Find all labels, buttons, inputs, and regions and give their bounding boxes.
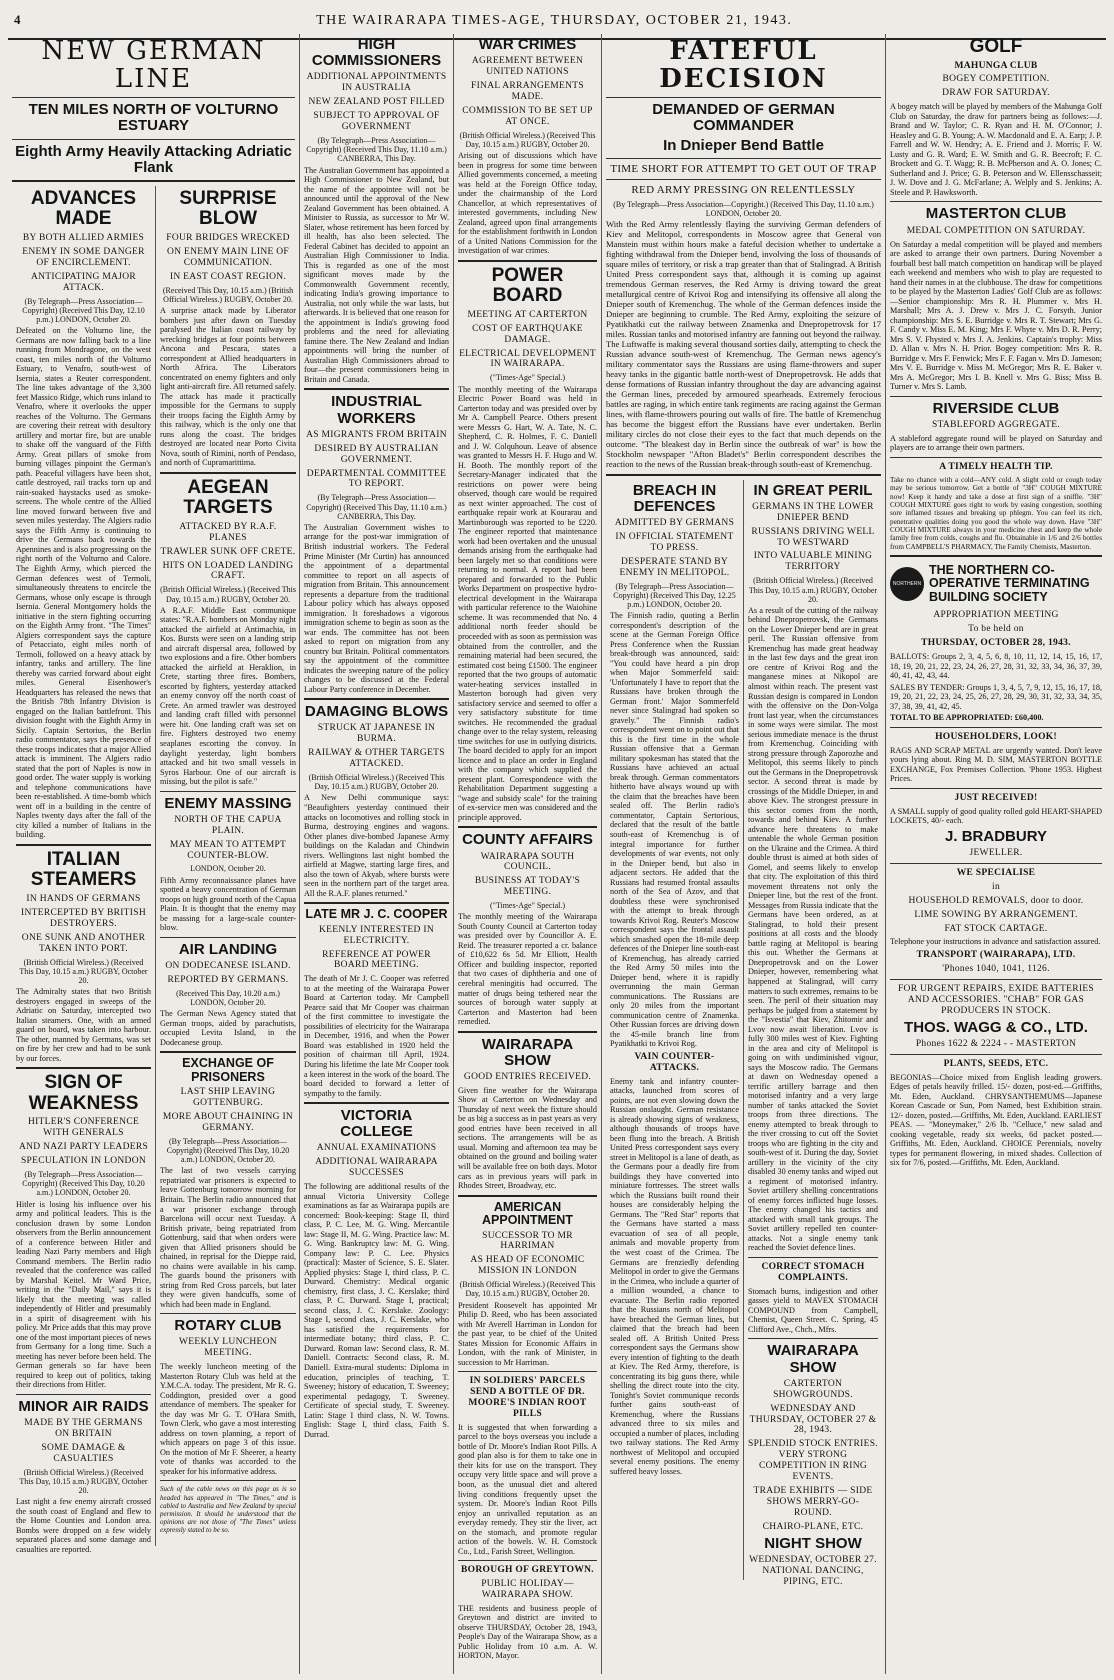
article-body: Defeated on the Volturno line, the Germans are now falling back to a line running from Mondragone, on the west coast, ten miles north of the Volturno Estuary, to Venafro, south-west of Isernia, states a Reuter correspondent. The line takes advantage of the 3,300 feet Massico Ridge, which runs inland to Venafro, where it overlooks the upper reaches of the Volturno. The Germans are covering their retreat with desultory artillery and mortar fire, but are unable to shake off the vanguard of the Fifth Army. Great pillars of smoke from burning villages pinpoint the German's path. Peaceful villagers have been shot, cattle destroyed, rail tracks torn up and rain-soaked haystacks used as smoke-screens. The whole centre of the Allied line moved forward between five and seven miles yesterday. The Algiers radio says the Fifth Army is continuing to drive the Germans back towards the Apennines and is also progressing on the right north of the Volturno and Calore. The Eighth Army, which pierced the German defences west of Termoli, simultaneously threatens to encircle the Germans, whose only escape is through Isernia. General Montgomery holds the initiative in the stern fighting occurring on the Eighth Army front. "The Times" Algiers correspondent says the capture of Petacciato, eight miles north of Termoli, followed on a heavy attack by infantry, tanks and artillery. The line thereby was carried forward about eight miles. General Eisenhower's Headquarters has released the news that the British 78th Infantry Division is engaged on the Italian battlefront. This division fought with the Eighth Army in Sicily. Captain Sertorius, the Berlin radio commentator, says the presence of these troops indicates that a major Allied attack is imminent. The Algiers radio stated that the port of Naples is now in good order. The water supply is working and telephone communications have been re-established. A time-bomb which went off in a building in the centre of Naples twenty days after the fall of the city killed a number of Italians in the building. (16, 326, 151, 840)
article-body: The death of Mr J. C. Cooper was referred to at the meeting of the Wairarapa Power Board at Carterton today. Mr Campbell Pearce said that Mr Cooper was chairman of the first committee to investigate the possibilities of electricity for the Wairarapa in December, 1916, and when the Power Board was established in 1920 held the position of chairman till April, 1924. During his lifetime the late Mr Cooper took a keen interest in the work of the board. The board decided to forward a letter of sympathy to the family. (304, 974, 449, 1098)
times-note: Such of the cable news on this page as is so headed has appeared in "The Times," and is cabled to Australia and New Zealand by special permission. It should be understood that the opinions are not those of "The Times" unless expressly stated to be so. (160, 1485, 296, 1534)
subhead: MEDAL COMPETITION ON SATURDAY. (906, 225, 1086, 236)
subhead: SPECULATION IN LONDON (20, 1156, 147, 1167)
dateline: (British Official Wireless.) (Received This Day, 10.15 a.m.) RUGBY, October 20. (308, 773, 445, 792)
headline-masterton-club: MASTERTON CLUB (925, 205, 1067, 223)
column-4 (602, 34, 886, 1674)
ad-stomach: CORRECT STOMACH COMPLAINTS. (761, 1261, 865, 1283)
northern-logo-text: NORTHERN (892, 581, 922, 588)
ad-urgent-repairs: FOR URGENT REPAIRS, EXIDE BATTERIES AND ACCESSORIES. "CHAB" FOR GAS PRODUCERS IN STOCK. (897, 983, 1095, 1016)
divider (748, 1257, 878, 1258)
subhead: FINAL ARRANGEMENTS MADE. (471, 81, 584, 102)
article-body: The Australian Government wishes to arrange for the post-war immigration of British industrial workers. The Federal Prime Minister (Mr Curtin) has announced the appointment of a departmental committee to report on all aspects of migration from Britain. This announcement represents a departure from the traditional Labour policy which has always opposed immigration. It foreshadows a vigorous immigration scheme to begin as soon as the war ends. The committee has not been asked to report on migration from any country but Britain. Political commentators say the appointment of the committee indicates the sweeping nature of the policy changes to be discussed at the Federal Labour Party conference in December. (304, 522, 449, 694)
divider (304, 698, 449, 700)
divider (458, 260, 597, 262)
subhead: MEETING AT CARTERTON (467, 309, 588, 320)
headline-industrial-workers: INDUSTRIAL WORKERS (331, 393, 422, 427)
headline-riverside-club: RIVERSIDE CLUB (932, 399, 1060, 417)
article-body: Hitler is losing his influence over his army and political leaders. This is the conclusion drawn by some London observers from the Berlin announcement of a conference between Hitler and leading Nazi Party members and High Command members. The Berlin radio revealed that the conference was called by Marshal Keitel. Mr Ward Price, writing in the "Daily Mail," says it is likely that the meeting was called independently of Hitler and presumably in a spirit of disagreement with his policy. Mr Price adds that this may prove one of the most important pieces of news from Germany for a long time. Such a meeting has never before been held. The German generals so far have been required to keep out of politics, taking their directions from Hitler. (16, 1199, 151, 1390)
ad-body: Telephone your instructions in advance and satisfaction assured. (890, 937, 1101, 947)
divider (748, 1338, 878, 1339)
subhead: BUSINESS AT TODAY'S MEETING. (474, 876, 581, 898)
subhead: NORTH OF THE CAPUA PLAIN. (174, 814, 282, 836)
subhead: SOME DAMAGE & CASUALTIES (41, 1442, 126, 1464)
column-3 (454, 34, 602, 1674)
subhead: HITLER'S CONFERENCE WITH GENERALS (27, 1117, 140, 1139)
subhead: ADMITTED BY GERMANS (614, 517, 735, 528)
ad-night-show: NIGHT SHOW (764, 1534, 862, 1552)
subhead: WEDNESDAY AND THURSDAY, OCTOBER 27 & 28, 1943. (749, 1403, 877, 1436)
ad-body: BALLOTS: Groups 2, 3, 4, 5, 6, 8, 10, 11, 12, 14, 15, 16, 17, 18, 19, 20, 21, 22, 23, 24, 26, 27, 28, 31, 32, 33, 34, 36, 37, 39, 40, 41, 42, 43, 44. (890, 652, 1102, 681)
article-body: Fifth Army reconnaissance planes have spotted a heavy concentration of German troops on high ground north of the Capua Plain. It is thought that the enemy may be massing for a large-scale counter-blow. (160, 875, 296, 933)
headline-fateful-decision: FATEFUL DECISION (659, 36, 828, 95)
headline-power-board: POWER BOARD (491, 264, 564, 307)
col1-right (156, 186, 300, 1546)
divider (890, 396, 1102, 397)
headline-aegean-targets: AEGEAN TARGETS (183, 476, 273, 519)
article-body: The German News Agency stated that German troops, aided by parachutists, occupied Levita Island, in the Dodecanese group. (160, 1009, 296, 1047)
divider (890, 727, 1102, 728)
subhead: CHAIRO-PLANE, ETC. (762, 1521, 864, 1532)
article-body: A New Delhi communique says: "Beaufighters yesterday continued their attacks on locomotives and rolling stock in Burma, destroying engines and wagons. Other planes dive-bombed Japanese Army buildings on the Kaladan and Chindwin rivers. Wellingtons last night bombed the airfield at Magwe, starting large fires, and also the town of Akyab, where bursts were seen in the northern part of the target area. All the R.A.F. planes returned." (304, 793, 449, 898)
subhead: JEWELLER. (969, 847, 1023, 858)
headline-damaging-blows: DAMAGING BLOWS (304, 703, 449, 721)
divider (160, 1051, 296, 1053)
ad-body: RAGS AND SCRAP METAL are urgently wanted. Don't leave yours lying about. Ring M. D. SIM, MASTERTON BOTTLE EXCHANGE, Fox Premises Collection. 'Phone 1953. Highest Prices. (890, 745, 1102, 784)
subhead: RED ARMY PRESSING ON RELENTLESSLY (631, 184, 856, 197)
subhead: FOUR BRIDGES WRECKED (166, 232, 290, 243)
northern-logo (890, 567, 924, 601)
subhead: COMMISSION TO BE SET UP AT ONCE. (462, 105, 593, 127)
headline-enemy-massing: ENEMY MASSING (164, 794, 292, 812)
ad-health-tip: A TIMELY HEALTH TIP. (939, 461, 1053, 472)
subhead: ANTICIPATING MAJOR ATTACK. (30, 271, 137, 293)
subhead: DESIRED BY AUSTRALIAN GOVERNMENT. (314, 443, 439, 465)
ad-body: SALES BY TENDER: Groups 1, 3, 4, 5, 7, 9, 12, 15, 16, 17, 18, 19, 20, 21, 22, 23, 24, 25, 26, 27, 28, 29, 30, 31, 32, 33, 34, 35, 37, 38, 39, 41, 42, 45. (890, 682, 1102, 711)
subhead: TRAWLER SUNK OFF CRETE. (160, 546, 296, 557)
divider (458, 1371, 597, 1372)
ad-wairarapa-show: WAIRARAPA SHOW (767, 1342, 859, 1376)
article-body: A surprise attack made by Liberator bombers just after dawn on Tuesday paralysed the Italian coast railway by wrecking bridges at four points between Ancona and Pescara, states a correspondent at Allied headquarters in North Africa. The Liberators concentrated on enemy fighters and only light anti-aircraft fire. All returned safely. The attack has made it practically impossible for the Germans to supply their troops facing the Eighth Army by this railway, which is the only one that runs along the coast. The bridges destroyed are located near Porto Civita Nova, south of Rimini, north of Pendaso, and north of Cupramarittima. (160, 306, 296, 468)
article-body: The Australian Government has appointed a High Commissioner to New Zealand, but the name of the appointee will not be announced until the approval of the New Zealand Government has been obtained. A Minister to Russia, as successor to Mr W. Slater, whose retirement has been forced by ill health, has also been selected. The Federal Cabinet has decided to appoint an Australian High Commissioner to India. This is regarded as one of the most significant moves made by the Commonwealth Government recently, indicating India's growing importance to Australia, not only while the war lasts, but afterwards. It is believed that one reason for the appointment is India's growing food problems and the need for alleviating famine there. The New Zealand and Indian appointments will bring the number of Australian High Commissioners abroad to four—the present commissioners being in Britain and Canada. (304, 165, 449, 384)
subhead: FAT STOCK CARTAGE. (944, 923, 1048, 934)
subhead: IN HANDS OF GERMANS (26, 893, 141, 904)
subhead: HOUSEHOLD REMOVALS, door to door. (908, 895, 1084, 906)
article-body: Enemy tank and infantry counter-attacks, launched from scores of points, are not even slowing down the Russian onslaught. German resistance is already showing signs of weakness, although thousands of troops have been flung into the breach. A British United Press correspondent says every street in Melitopol is a lane of death, as the Germans pour a deadly fire from buildings they have converted into miniature fortresses. The street walls which the Russians built round their houses are considerably helping the Germans. The "Red Star" reports that the Germans have started a mass evacuation of sea of all people, animals and movable property from the west coast of the Crimea. The Germans are frenziedly defending Melitopol in order to give the Germans in the Crimea, who include a quarter of a million wounded, a chance to evacuate. The Berlin radio reported that the Russians north of Melitopol have breached the German lines, but claimed that the breach had been sealed off. A British United Press correspondent says the Germans show every intention of fighting to the death at Kiev. The Red Army, therefore, is concentrating its big guns there, while shelling the direct route into the city. Tonight's Soviet communique records further gains south-east of Kremenchug, where the Russians advanced three to six miles and occupied a number of places, including two railway stations. The Red Army northwest of Melitopol and occupied several enemy positions. The enemy suffered heavy losses. (610, 1076, 739, 1476)
dateline: (British Official Wireless.) (Received This Day, 10.15 a.m.) RUGBY, October 20. (160, 585, 296, 604)
divider (458, 1560, 597, 1561)
divider (304, 902, 449, 904)
dateline: (British Official Wireless.) (Received This Day, 10.15 a.m.) RUGBY, October 20. (748, 576, 878, 604)
deck-dnieper-bend: In Dnieper Bend Battle (663, 136, 824, 154)
ad-body: It is suggested that when forwarding a parcel to the boys overseas you include a bottle of Dr. Moore's Indian Root Pills. A good plan also is for them to take one in their kits for use on the transport. They occupy very little space and will prove a boon, as the unusual diet and altered living conditions frequently upset the system. Dr. Moore's Indian Root Pills enjoy an unrivalled reputation as an everyday remedy. They stir the liver, act on the stomach, and promote regular action of the bowels. W. H. Comstock Co., Ltd., Farish Street, Wellington. (458, 1422, 597, 1556)
ad-wagg-name: THOS. WAGG & CO., LTD. (904, 1018, 1088, 1036)
subhead: LAST SHIP LEAVING GOTTENBURG. (180, 1087, 276, 1109)
subhead: REPORTED BY GERMANS. (167, 974, 289, 985)
subhead: THURSDAY, OCTOBER 28, 1943. (921, 638, 1071, 649)
headline-italian-steamers: ITALIAN STEAMERS (30, 848, 137, 891)
dateline: (By Telegraph—Press Association—Copyright) (Received This Day, 11.10 a.m.) CANBERRA, This Day. (306, 493, 447, 521)
subhead: SPLENDID STOCK ENTRIES. VERY STRONG COMPETITION IN RING EVENTS. (748, 1439, 878, 1483)
subhead: in (992, 881, 1000, 892)
headline-surprise-blow: SURPRISE BLOW (179, 187, 277, 230)
dateline: (By Telegraph—Press Association—Copyright) (Received This Day, 12.25 p.m.) LONDON, October 20. (613, 581, 736, 609)
article-body: The following are additional results of the annual Victoria University College examinations as far as Wairarapa pupils are concerned: Book-keeping: Stage II, third class, P. C. Lee, M. G. Wing. Mercantile law: Stage II, M. G. Wing. Practice law: M. G. Wing. Bankruptcy law: M. G. Wing. Company law: P. C. Lee. Physics (practical): Master of Science, S. E. Slater. Applied physics: Stage I, third class, P. C. Durward. Chemistry: Medical organic chemistry, first class, J. C. Kerslake; third class, P. C. Durward. Stage I, practical; second class, J. C. Kerslake. Zoology: Stage I, second class, J. C. Kerslake, who has satisfied the requirements for intermediate botany; third class, P. C. Durward. Roman law: Second class, R. M. Daniell. Contracts: Second class, R. M. Daniell. Extra-mural students: Diploma in education, principles of teaching, T. Sweeney; history of education, T. Sweeney; experimental pedagogy, T. Sweeney. Certificate of special study, T. Sweeney. Latin: Stage I third class, N. W. Towns. English: Stage I, third class, Faith S. Durrad. (304, 1182, 449, 1439)
subhead: APPROPRIATION MEETING (933, 610, 1059, 621)
subhead: AND NAZI PARTY LEADERS (18, 1142, 149, 1153)
subhead: IN EAST COAST REGION. (169, 271, 287, 282)
subhead: TIME SHORT FOR ATTEMPT TO GET OUT OF TRAP (610, 162, 877, 175)
newspaper-title: THE WAIRARAPA TIMES-AGE, THURSDAY, OCTOBER 21, 1943. (316, 13, 793, 28)
subhead: AS MIGRANTS FROM BRITAIN (306, 429, 447, 440)
divider (890, 1054, 1102, 1055)
divider (890, 457, 1102, 458)
headline-new-german-line: NEW GERMAN LINE (41, 36, 266, 95)
subhead: SUBJECT TO APPROVAL OF GOVERNMENT (313, 111, 440, 133)
subhead: DEPARTMENTAL COMMITTEE TO REPORT. (306, 468, 447, 490)
divider (12, 139, 295, 140)
subhead: MORE ABOUT CHAINING IN GERMANY. (162, 1112, 294, 1133)
divider (606, 97, 881, 98)
dateline: (Received This Day, 10.15 a.m.) (British Official Wireless.) RUGBY, October 20. (162, 285, 294, 304)
headline-war-crimes: WAR CRIMES (478, 36, 577, 53)
subhead: GERMANS IN THE LOWER DNIEPER BEND (752, 501, 874, 523)
subhead: VAIN COUNTER-ATTACKS. (634, 1051, 715, 1073)
divider (16, 1067, 151, 1069)
divider (890, 788, 1102, 789)
subhead: LIME SOWING BY ARRANGEMENT. (914, 909, 1078, 920)
ad-northern-building-society (890, 561, 1102, 608)
subhead: SUCCESSOR TO MR HARRIMAN (482, 1230, 573, 1252)
subhead: REFERENCE AT POWER BOARD MEETING. (322, 949, 431, 971)
headline-breach-in-defences: BREACH IN DEFENCES (632, 481, 717, 515)
ad-indian-root-pills: IN SOLDIERS' PARCELS SEND A BOTTLE OF DR. MOORE'S INDIAN ROOT PILLS (468, 1376, 587, 1419)
subhead: ATTACKED BY R.A.F. PLANES (179, 521, 277, 543)
subhead: TRADE EXHIBITS — SIDE SHOWS MERRY-GO-ROUND. (753, 1486, 873, 1518)
dateline: LONDON, October 20. (190, 864, 266, 874)
ad-body: A SMALL supply of good quality rolled gold HEART-SHAPED LOCKETS, 40/- each. (890, 806, 1102, 826)
subhead: WEDNESDAY, OCTOBER 27. NATIONAL DANCING, PIPING, ETC. (749, 1554, 877, 1587)
subhead: ENEMY IN SOME DANGER OF ENCIRCLEMENT. (22, 246, 145, 268)
ad-heading: THE NORTHERN CO-OPERATIVE TERMINATING BUILDING SOCIETY (929, 562, 1090, 604)
dateline: (By Telegraph—Press Association—Copyright) (Received This Day, 10.20 a.m.) LONDON, October 20. (166, 1136, 290, 1165)
article-body: President Roosevelt has appointed Mr Philip D. Reed, who has been associated with Mr Averell Harriman in London for the past year, to be chief of the United States Mission for Economic Affairs in London, with the rank of Minister, in succession to Mr Harriman. (458, 1300, 597, 1367)
divider (160, 791, 296, 792)
subhead: DESPERATE STAND BY ENEMY IN MELITOPOL. (619, 556, 730, 578)
deck-volturno: TEN MILES NORTH OF VOLTURNO ESTUARY (28, 101, 279, 135)
subhead: KEENLY INTERESTED IN ELECTRICITY. (319, 924, 434, 946)
ad-bradbury-name: J. BRADBURY (945, 827, 1047, 845)
divider (890, 555, 1102, 557)
article-body: The Finnish radio, quoting a Berlin correspondent's description of the scene at the German Foreign Office Press Conference when the Russian break-through was announced, said: "You could have heard a pin drop when Major Sommerfeld said: 'Unfortunately I have to report that the Russians have broken through the German front.' Major Sommerfeld never since Stalingrad had spoken so gravely." The Finnish radio's correspondent went on to point out that this is the first time in the whole Russian offensive that a German military spokesman has stated that the Russians have achieved an actual break through. German commentators hitherto have always wound up with the claim that the breaches have been sealed off. The Berlin radio's commentator, Captain Sertorious, declared that the result of the battle south-east of Kremenchug is of integral importance for further developments of war events, not only in the Dnieper bend, but also in adjacent sectors. He added that the Russians had resumed frontal assaults north of the Sea of Azov, and that doubtless these were synchronised with the attempt to break through towards Krivoi Rog. Reuter's Moscow correspondent says the frontal assault which smashed open the 18-mile deep defences of the Dnieper line south-east of Kremenchug, has already carried the Red Army 50 miles into the Dnieper bend, where it is rapidly overrunning the main German communications. The Russians are only 20 miles from the important communication centre of Znamenka. Other Russian forces are driving down the 45-mile branch line from Pyatikhatki to Krivoi Rog. (610, 611, 739, 1049)
article-body: The weekly luncheon meeting of the Masterton Rotary Club was held at the Y.M.C.A. today. The president, Mr R. G. Coddington, presided over a good attendance of members. The speaker for the day was Mr G. T. O'Hara Smith, Town Clerk, who gave a most interesting address on town planning, a report of which appears on page 3 of this issue. On the motion of Mr F. Sheerer, a hearty vote of thanks was accorded to the speaker for his informative address. (160, 1362, 296, 1476)
dateline: (By Telegraph—Press Association—Copyright) (Received This Day, 11.10 a.m.) CANBERRA, This Day. (306, 135, 447, 164)
headline-golf: GOLF (969, 36, 1023, 57)
headline-county-affairs: COUNTY AFFAIRS (462, 831, 593, 849)
subhead: NEW ZEALAND POST FILLED (308, 97, 445, 108)
headline-victoria-college: VICTORIA COLLEGE (340, 1107, 413, 1141)
article-body: The last of two vessels carrying repatriated war prisoners is expected to leave Gottenburg tomorrow morning for Britain. The Berlin radio announced that a war prisoner exchange through Barcelona will occur next Tuesday. A British private, being repatriated from Gottenburg, said that when orders were given that Allied prisoners should be chained, in reprisal for the Dieppe raid, no chains were available in his camp. The guards bound the prisoners with string from Red Cross parcels, but later they were given handcuffs, some of which had been made in England. (160, 1166, 296, 1309)
subhead: MADE BY THE GERMANS ON BRITAIN (24, 1418, 143, 1439)
article-body: Arising out of discussions which have been in progress for some time between Allied governments concerned, a meeting was held at the Foreign Office today, under the chairmanship of the Lord Chancellor, at which representatives of interested governments, including New Zealand, agreed upon final arrangements for the establishment forthwith in London of a United Nations Commission for the investigation of war crimes. (458, 151, 597, 256)
subhead: INTERCEPTED BY BRITISH DESTROYERS. (21, 907, 146, 929)
subhead: ON DODECANESE ISLAND. (165, 960, 291, 971)
subhead: HITS ON LOADED LANDING CRAFT. (162, 560, 294, 582)
col4-right (744, 480, 882, 1587)
subhead: ANNUAL EXAMINATIONS (316, 1143, 437, 1154)
subhead: AGREEMENT BETWEEN UNITED NATIONS (471, 56, 584, 78)
divider (458, 1031, 597, 1033)
ad-householders: HOUSEHOLDERS, LOOK! (935, 731, 1057, 742)
subhead: ONE SUNK AND ANOTHER TAKEN INTO PORT. (21, 932, 146, 954)
article-body: The Admiralty states that two British destroyers engaged in sweeps of the Adriatic on Saturday, intercepted two Italian steamers. One, with an armed guard on board, was taken into harbour. The other, manned by Germans, was set on fire by her crew and had to be sunk by our forces. (16, 987, 151, 1063)
subhead: WAIRARAPA SOUTH COUNCIL. (480, 851, 575, 873)
deck-german-commander: DEMANDED OF GERMAN COMMANDER (652, 101, 835, 135)
divider (16, 1394, 151, 1395)
subhead: ADDITIONAL WAIRARAPA SUCCESSES (315, 1157, 438, 1179)
article-body: With the Red Army relentlessly flaying the surviving German defenders of Kiev and Melitopol, correspondents in Moscow agree that General von Manstein must within hours make a fateful decision whether to undertake a fighting withdrawal from the Dnieper bend, involving the loss of thousands of square miles of territory, or risk a trap greater than that of Stalingrad. A British United Press correspondent says that, although it is coming up against tremendous German reserves, the Red Army is driving toward the great metallurgical centre of Krivoi Rog and intensifying its offensive all along the Dnieper south of Kremenchug. The whole of the German defences inside the Dnieper are beginning to crumble. The Red Army, exploiting the seizure of Pyatikhatki cut the railway between Znamenka and Dnepropetrovsk for 17 miles. Russian tanks and motorised infantry are fanning out beyond the railway. The Luftwaffe is making several thousand sorties daily, attempting to check the Russian advance south-west of Kremenchug. The German news agency's military commentator says the Russians are using flame-throwers and super heavy tanks in the gigantic battle north-west of Dnepropetrovsk. He adds that dense formations of Russian infantry throughout the day are advancing against the German lines, preceded by armoured spearheads. Extremely ferocious battles are raging, in which entire tank regiments are racing against the German lines, with flame-throwers pouring out walls of fire. The battle of Kremenchug has become the biggest effort the Russians have ever undertaken. Berlin military circles do not close their eyes to the fact that much depends on the outcome. "The bleakest day in Berlin since the outbreak of war" is how the Stockholm newspaper "Afton Bladet's" Berlin correspondent describes the reaction to the news of the Russian break-through south-east of Kremenchug. (606, 219, 881, 469)
article-body: As a result of the cutting of the railway behind Dnepropetrovsk, the Germans on the Lower Dnieper bend are in great peril. The Russian offensive from Kremenchug has made great headway in the last few days and the great iron ore centre of Krivoi Rog and the manganese mines at Nikopol are almost within reach. The present vast Russian design is compared in London with the offensive on the Don-Volga front last year, when the circumstances in some ways were similar. The most serious immediate menace is the thrust from Kremenchug. Coinciding with strong pressure through Zaporozhe and Melitopol, this seems likely to pinch out the Germans in the Dnepropetrovsk sector. A second threat is made by crossings of the Middle Dnieper, in and above Kiev. The strongest pressure in this sector comes from the north, towards and behind Kiev. A further advance here threatens to make untenable the whole German position on the Ukraine and the Crimea. A third double thrust is aimed at both sides of Gomel, and seems likely to envelop that city. The exploitation of this third movement threatens not only the Dnieper line, but the rest of the front. Messages from Russia indicate that the Germans have been ordered, as at Stalingrad, to hold their present positions at all costs and the bloody battle raging at Melitopol is bearing this out. Whether the Germans at Dnepropetrovsk and on the Lower Dnieper, however, remembering what happened at Stalingrad, will carry matters to such extremes, remains to be seen. The peril of their situation may perhaps be judged from a statement by the "Isvestia" that Kiev, Zhitomir and Lvov now await liberation. Lvov is fully 300 miles west of Kiev. Fighting in the area and city of Melitopol is going on with undiminished vigour, says the Moscow radio. The Germans at dawn on Wednesday opened a terrific artillery barrage and then motorised infantry and a very large number of tanks attacked the Soviet troops from three directions. The enemy attempted to break through to the river crossing to cut off the Soviet troops who are fighting in the city and south-west of it. During the day, Soviet artillery in the vicinity of the city disabled 30 enemy tanks and wiped out a regiment of motorised infantry. Soviet artillery shelling concentrations of enemy forces inflicted huge losses. The enemy changed his tactics and attacked with small tank groups. The Soviet artillery repelled ten counter-attacks. Not a single enemy tank reached the Soviet defence lines. (748, 605, 878, 1253)
subhead: IN OFFICIAL STATEMENT TO PRESS. (615, 531, 734, 553)
divider (890, 863, 1102, 864)
column-5 (886, 34, 1106, 1674)
dateline: (By Telegraph—Press Association—Copyright) (Received This Day, 10.20 a.m.) LONDON, October 20. (22, 1170, 145, 1198)
headline-wairarapa-show: WAIRARAPA SHOW (481, 1035, 574, 1069)
ad-body: Stomach burns, indigestion and other gasses yield to MAVEX STOMACH COMPOUND from Campbell, Chemist, Queen Street. C. Spring, 45 Clifford Ave., Chch., Mfrs. (748, 1286, 878, 1334)
classifieds-body: BEGONIAS—Choice mixed from English leading growers. Edges of petals heavily frilled. 15/- dozen, post-ed.—Griffiths, Mt. Eden, Auckland. CHRYSANTHEMUMS—Japanese Korean Cascade or Sun, Pom Named, best Exhibition strain. 12/- dozen, posted.—Griffiths, Mt. Eden, Auckland. EARLIEST PEAS. — "Moneymaker," 2/6 lb. "Celluce," new salad and cooking vegetable, ready six weeks, 6d packet posted.—Griffiths, Mt. Eden, Auckland. CHOICE Perennials, novelty types for permanent flowering, in mixed shades. Collection of six for 7/6, posted.—Griffiths, Mt. Eden, Auckland. (890, 1072, 1102, 1168)
dateline: (By Telegraph—Press Association—Copyright.) (Received This Day, 11.10 a.m.) LONDON, October 20. (613, 200, 874, 219)
subhead: STABLEFORD AGGREGATE. (932, 419, 1060, 430)
divider (160, 472, 296, 474)
column-2 (300, 34, 454, 1674)
divider (12, 180, 295, 182)
subhead: BOGEY COMPETITION. (942, 74, 1050, 85)
headline-air-landing: AIR LANDING (178, 940, 278, 958)
dateline: (British Official Wireless.) (Received This Day, 10.15 a.m.) RUGBY, October 20. (459, 130, 596, 149)
subhead: MAY MEAN TO ATTEMPT COUNTER-BLOW. (169, 839, 287, 861)
divider (458, 1195, 597, 1197)
dateline: ("Times-Age" Special.) (489, 901, 566, 911)
article-body: Last night a few enemy aircraft crossed the south coast of England and flew to the Home Counties and London area. Bombs were dropped on a few widely separated places and some damage and casualties are reported. (16, 1497, 151, 1554)
classifieds-plants: PLANTS, SEEDS, ETC. (943, 1058, 1049, 1069)
subhead: ADDITIONAL APPOINTMENTS IN AUSTRALIA (306, 72, 447, 94)
dateline: (Received This Day, 10.20 a.m.) LONDON, October 20. (176, 988, 280, 1007)
subhead: COST OF EARTHQUAKE DAMAGE. (472, 323, 583, 345)
subhead: MAHUNGA CLUB (954, 60, 1038, 71)
subhead: DRAW FOR SATURDAY. (942, 88, 1050, 99)
dateline: (British Official Wireless.) (Received This Day, 10.15 a.m.) RUGBY, October 20. (459, 1280, 596, 1299)
subhead: Phones 1622 & 2224 - - MASTERTON (915, 1038, 1077, 1049)
divider (304, 388, 449, 390)
col4-split (606, 480, 881, 1587)
headline-advances-made: ADVANCES MADE (30, 187, 137, 230)
dateline: (British Official Wireless.) (Received This Day, 10.15 a.m.) RUGBY, October 20. (19, 957, 148, 985)
notice-greytown: BOROUGH OF GREYTOWN. (461, 1565, 594, 1576)
subhead: INTO VALUABLE MINING TERRITORY (753, 551, 873, 573)
col1-split (12, 186, 296, 1554)
divider (12, 97, 295, 98)
divider (458, 826, 597, 828)
dateline: ("Times-Age" Special.) (489, 373, 566, 383)
headline-late-mr-cooper: LATE MR J. C. COOPER (305, 907, 448, 922)
article-body: Given fine weather for the Wairarapa Show at Carterton on Wednesday and Thursday of next week the fixture should be as big a success as in past years as very good entries have been received in all sections. The arrangements will be as usual. Morning and afternoon tea may be obtained on the ground and boiling water will be available free on both days. Motor cars as in previous years will park in Rhodes Street, Broadway, etc. (458, 1085, 597, 1191)
article-body: A bogey match will be played by members of the Mahunga Golf Club on Saturday, the draw for partners being as follows:—J. Brand and W. Taylor; C. R. Ryan and H. M. O'Connor; J. Heasley and G. B. Young; A. W. Macdonald and E. A. Earp; J. P. Farrell and W. W. Hendry; A. E. Friend and J. Morris; F. W. Lusty and G. R. Ward; E. W. Smith and G. R. Beecroft; F. C. Brockett and G. T. Wagg; R. B. McPherson and A. O. Jones; C. Sutherland and J. Price; G. B. Peterson and W. Ellensschasseit; J. W. Dove and J. G. McFarlane; A. Welply and S. Jenkins; A. Steele and P. Hawksworth. (890, 102, 1102, 197)
subhead: WEEKLY LUNCHEON MEETING. (179, 1337, 277, 1359)
article-body: A stableford aggregate round will be played on Saturday and players are to arrange their own partners. (890, 433, 1102, 453)
notice-body: THE residents and business people of Greytown and district are invited to observe THURSDAY, October 28, 1943, People's Day of the Wairarapa Show, as a Public Holiday from 10 a.m. A. W. HORTON, Mayor. (458, 1603, 597, 1661)
headline-rotary-club: ROTARY CLUB (174, 1317, 282, 1335)
divider (160, 1313, 296, 1314)
divider (890, 979, 1102, 980)
article-body: The monthly meeting of the Wairarapa Electric Power Board was held in Carterton today and was presided over by Mr A. Campbell Pearce. Others present were Messrs G. Hart, W. A. Tate, N. C. Shepherd, C. R. Holmes, F. C. Daniell and J. W. Colquhoun. Leave of absence was granted to Messrs H. F. Hugo and W. H. Booth. The monthly report of the Secretary-Manager indicated that the restrictions on power were being observed, though care would be required as next winter approached. The cost of earthquake repair work at Kourarau and Martinborough was reported to be £220. The engineer reported that maintenance work had been overtaken and the unusual demands arising from the earthquake had been largely met so that conditions were returning to normal. A report had been prepared and forwarded to the Public Works Department on prospective hydro-electrical development in the Wairarapa with particular reference to the Waiohine scheme. It was recommended that No. 4 additional north feeder should be proceeded with as soon as permission was obtained from the controller, and the remaining material had been secured, the estimated cost being £1500. The engineer reported that the two groups of automatic water-heating services installed in Masterton borough had given very satisfactory service and seemed to offer a very satisfactory substitute for time switches. He recommended the gradual change over to the relay system, releasing time switches for use in outlying districts. The board decided to apply for an import licence and to place an order in England with the company which supplied the present plant. Correspondence with the Rehabilitation Department suggesting a "wage and subsidy scale" for the training of ex-service men was considered and the principle approved. (458, 384, 597, 822)
subhead: GOOD ENTRIES RECEIVED. (463, 1071, 592, 1082)
col4-left (606, 480, 744, 1580)
subhead: PUBLIC HOLIDAY—WAIRARAPA SHOW. (481, 1579, 574, 1600)
ad-body: TOTAL TO BE APPROPRIATED: £60,400. (890, 713, 1044, 723)
headline-exchange-of-prisoners: EXCHANGE OF PRISONERS (182, 1056, 274, 1084)
page-number: 4 (14, 12, 21, 27)
subhead: RAILWAY & OTHER TARGETS ATTACKED. (308, 748, 445, 770)
col1-left (12, 186, 156, 1554)
article-body: The monthly meeting of the Wairarapa South County Council at Carterton today was presided over by Councillor A. E. Reid. The treasurer reported a cr. balance of £10,622 6s 5d. Mr Elliott, Health Officer and building inspector, reported that two cases of diphtheria and one of cerebral meningitis had occurred. The matter of drugs being tethered near the sources of borough water supply at Carterton and Masterton had been remedied. (458, 912, 597, 1027)
subhead: ELECTRICAL DEVELOPMENT IN WAIRARAPA. (459, 348, 596, 370)
ad-just-received: JUST RECEIVED! (954, 792, 1038, 803)
headline-american-appointment: AMERICAN APPOINTMENT (482, 1199, 573, 1228)
dateline: (British Official Wireless.) (Received This Day, 10.15 a.m.) RUGBY, October 20. (19, 1467, 148, 1496)
ad-we-specialise: WE SPECIALISE (956, 867, 1036, 878)
subhead: RUSSIANS DRIVING WELL TO WESTWARD (751, 526, 875, 548)
deck-adriatic: Eighth Army Heavily Attacking Adriatic Flank (15, 142, 292, 176)
ad-body: Take no chance with a cold—ANY cold. A slight cold or cough today may be serious tomorrow. Get a bottle of "3H" COUGH MIXTURE now! Keep it handy and take a dose at first sign of a sniffle. "3H" COUGH MIXTURE goes right to work by easing congestion, soothing sore inflamed tissues and breaking up phlegm. You can feel its rich, penetrative qualities doing you good the whole way down. Have "3H" COUGH MIXTURE always in your medicine chest and keep the whole family free from colds, coughs and flu. Obtainable in 1/6 and 2/6 bottles from CAMPBELL'S PHARMACY, The Family Chemists, Masterton. (890, 475, 1102, 551)
dateline: (By Telegraph—Press Association—Copyright) (Received This Day, 12.10 p.m.) LONDON, October 20. (22, 296, 145, 324)
subhead: STRUCK AT JAPANESE IN BURMA. (317, 723, 436, 745)
divider (160, 1480, 296, 1481)
divider (160, 937, 296, 938)
subhead: BY BOTH ALLIED ARMIES (22, 232, 145, 243)
subhead: To be held on (968, 624, 1024, 635)
divider (16, 844, 151, 846)
subhead: 'Phones 1040, 1041, 1126. (942, 963, 1050, 974)
ad-transport-name: TRANSPORT (WAIRARAPA), LTD. (916, 950, 1076, 960)
article-body: A R.A.F. Middle East communique states: "R.A.F. bombers on Monday night attacked the airfield at Antimachia, in Kos. Bursts were seen on a landing strip and aircraft dispersal area, followed by two explosions and a fire. Other bombers attacked the airfield at Heraklion, in Crete, starting three fires. Bombers, escorted by fighters, yesterday attacked an enemy convoy off the north coast of Crete. An armed trawler was destroyed and landing craft filled with personnel were hit. One landing craft was set on fire. Fighters destroyed two enemy seaplanes escorting the convoy. In daylight yesterday, light bombers attacked and hit two small vessels in Syros Harbour. One of our aircraft is missing, but the pilot is safe." (160, 605, 296, 787)
subhead: CARTERTON SHOWGROUNDS. (773, 1378, 853, 1400)
divider (606, 158, 881, 159)
subhead: ON ENEMY MAIN LINE OF COMMUNICATION. (166, 246, 290, 268)
divider (304, 1102, 449, 1104)
column-1 (8, 34, 300, 1674)
subhead: AS HEAD OF ECONOMIC MISSION IN LONDON (470, 1255, 585, 1277)
divider (890, 201, 1102, 202)
headline-high-commissioners: HIGH COMMISSIONERS (311, 36, 442, 70)
divider (606, 179, 881, 180)
article-body: On Saturday a medal competition will be played and members are asked to arrange their own partners. During November a fourball best ball match competition on handicap will be played each weekend and members who wish to play are requested to hand their names in at the clubhouse. The draw for competitions to be played by the Masterton Ladies' Golf Club are as follows:—Senior championship: Mrs R. H. Plummer v. Mrs H. Marshall; Mrs A. J. Drew v. Mrs J. C. Forsyth. Junior championship: Mrs S. E. Burridge v. Mrs R. T. Stewart; Mrs G. F. Candy v. Miss E. M. King; Mrs F. Whyte v. Mrs D. R. Perry; Mrs S. V. Fhysted v. Mrs J. A. Jenkins. Captain's trophy: Miss D. Allan v. Mrs N. H. Prior. Bogey competition: Mrs R. R. Burridge v. Mrs F. Fenwick; Mrs F. F. Fagan v. Mrs D. Jameson; Mrs V. E. Burridge v. Miss M. McGregor; Mrs R. E. Baker v. Mrs A. McGregor; Mrs I. B. Knell v. Mrs G. Biss; Miss B. Turner v. Mrs S. Lamb. (890, 239, 1102, 392)
headline-sign-of-weakness: SIGN OF WEAKNESS (28, 1072, 139, 1114)
columns (8, 34, 1106, 1674)
divider (606, 474, 881, 476)
headline-in-great-peril: IN GREAT PERIL (753, 481, 873, 499)
headline-minor-air-raids: MINOR AIR RAIDS (18, 1397, 149, 1415)
